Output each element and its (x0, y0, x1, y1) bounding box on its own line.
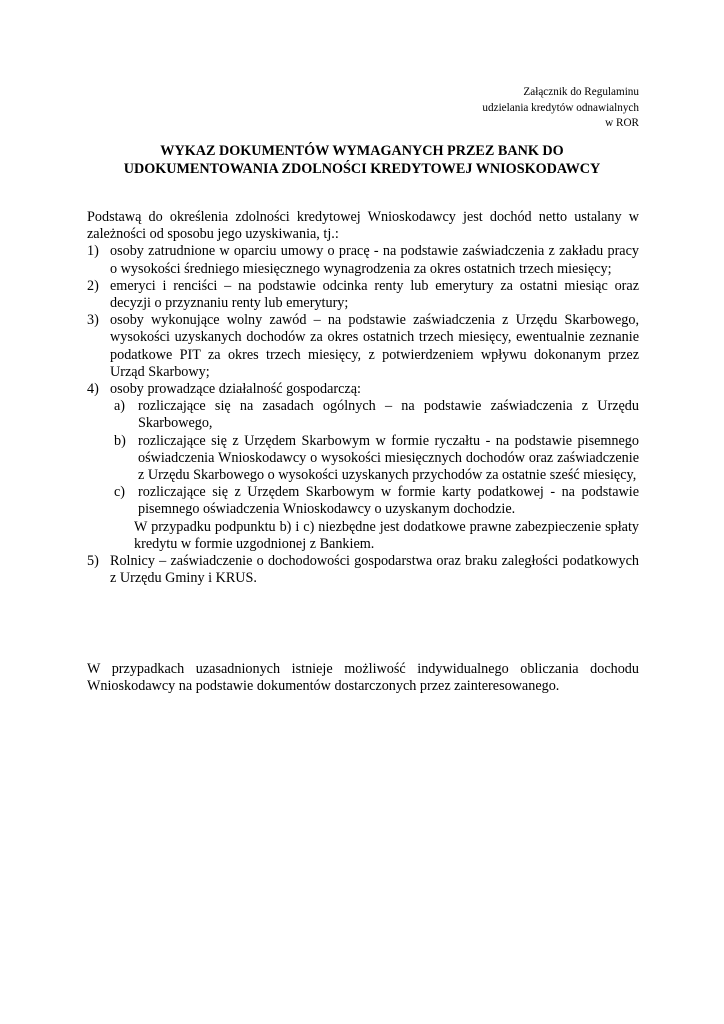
sublist-letter: b) (114, 432, 126, 449)
list-item-text: Rolnicy – zaświadczenie o dochodowości gospodarstwa oraz braku zaległości podatkowych z Urzędu Gminy i KRUS. (110, 553, 639, 587)
list-number: 4) (87, 381, 99, 398)
sublist-note: W przypadku podpunktu b) i c) niezbędne jest dodatkowe prawne zabezpieczenie spłaty kredytu w formie uzgodnionej z Bankiem. (134, 518, 639, 552)
attachment-note-line: udzielania kredytów odnawialnych (482, 101, 639, 114)
list-number: 5) (87, 553, 99, 570)
business-sublist (114, 398, 639, 518)
document-body (87, 209, 639, 587)
list-item-text: osoby prowadzące działalność gospodarczą: (110, 381, 361, 398)
list-item (87, 553, 639, 587)
list-number: 2) (87, 277, 99, 294)
sublist-letter: c) (114, 484, 126, 501)
document-title (85, 143, 639, 178)
attachment-note (379, 85, 639, 132)
document-title-line: WYKAZ DOKUMENTÓW WYMAGANYCH PRZEZ BANK DO (160, 143, 564, 159)
sublist-item (114, 433, 639, 485)
sublist-item-text: rozliczające się z Urzędem Skarbowym w formie karty podatkowej - na podstawie pisemnego oświadczenia Wnioskodawcy o uzyskanym dochodzie. (138, 484, 639, 518)
document-title-line: UDOKUMENTOWANIA ZDOLNOŚCI KREDYTOWEJ WNIOSKODAWCY (123, 160, 601, 177)
list-number: 1) (87, 243, 99, 260)
sublist-item (114, 484, 639, 518)
sublist-letter: a) (114, 398, 126, 415)
sublist-container (110, 398, 639, 553)
sublist-item (114, 398, 639, 432)
list-item (87, 243, 639, 277)
list-item (87, 278, 639, 312)
list-item (87, 312, 639, 381)
intro-paragraph: Podstawą do określenia zdolności kredytowej Wnioskodawcy jest dochód netto ustalany w zależności od sposobu jego uzyskiwania, tj.: (87, 209, 639, 243)
sublist-item-text: rozliczające się na zasadach ogólnych – na podstawie zaświadczenia z Urzędu Skarbowego, (138, 398, 639, 432)
list-number: 3) (87, 312, 99, 329)
attachment-note-line: Załącznik do Regulaminu (523, 86, 639, 98)
attachment-note-line: w ROR (605, 117, 639, 130)
list-item-text: osoby wykonujące wolny zawód – na podstawie zaświadczenia z Urzędu Skarbowego, wysokości uzyskanych dochodów za okres ostatnich trzech miesięcy, ewentualnie zeznanie podatkowe PIT za okres trzech miesięcy, z potwierdzeniem wpływu dokonanym przez Urząd Skarbowy; (110, 312, 639, 380)
requirements-list (87, 243, 639, 587)
list-item-text: osoby zatrudnione w oparciu umowy o pracę - na podstawie zaświadczenia z zakładu pracy o wysokości średniego miesięcznego wynagrodzenia za okres ostatnich trzech miesięcy; (110, 243, 639, 277)
sublist-item-text: rozliczające się z Urzędem Skarbowym w formie ryczałtu - na podstawie pisemnego oświadczenia Wnioskodawcy o wysokości miesięcznych dochodów oraz zaświadczenie z Urzędu Skarbowego o wysokości uzyskanych przychodów za ostatnie sześć miesięcy, (138, 432, 639, 484)
closing-section (87, 661, 639, 695)
list-item-text: emeryci i renciści – na podstawie odcinka renty lub emerytury za ostatni miesiąc oraz decyzji o przyznaniu renty lub emerytury; (110, 277, 639, 312)
closing-paragraph: W przypadkach uzasadnionych istnieje możliwość indywidualnego obliczania dochodu Wnioskodawcy na podstawie dokumentów dostarczonych przez zainteresowanego. (87, 661, 639, 695)
list-item (87, 381, 639, 553)
